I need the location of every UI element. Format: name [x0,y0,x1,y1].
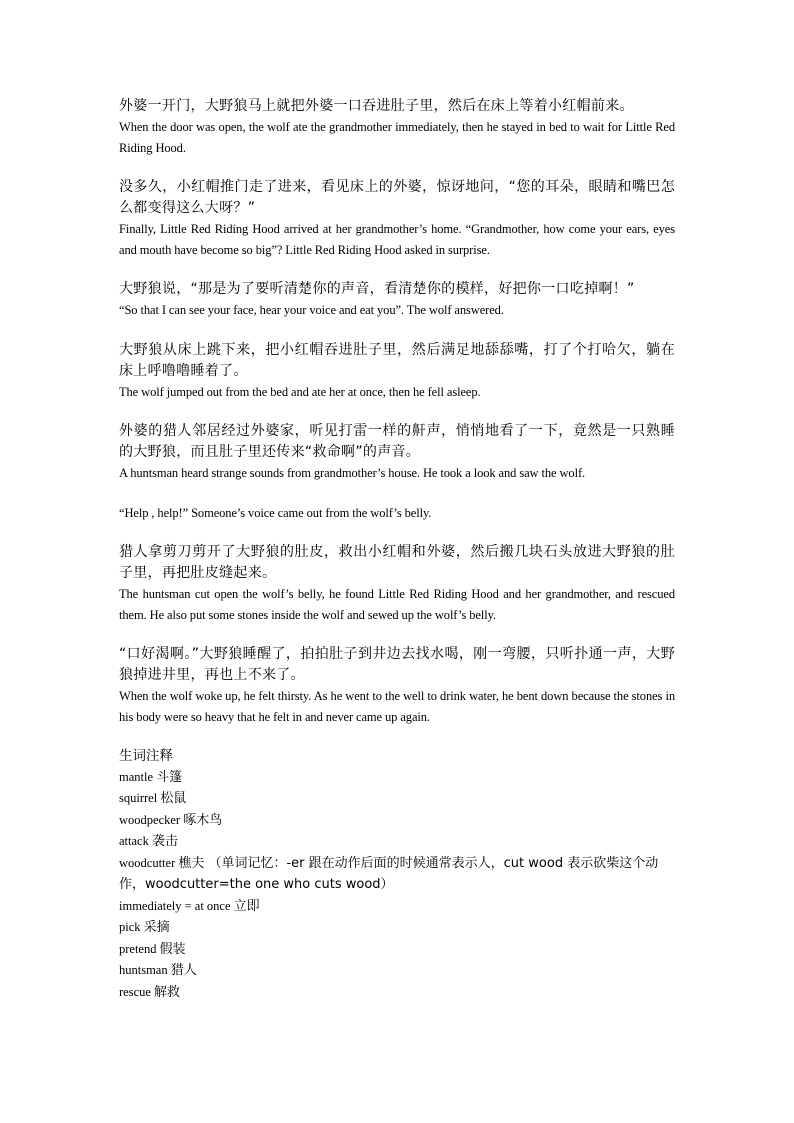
vocab-item [119,896,675,918]
vocab-meaning: 樵夫 （单词记忆：-er 跟在动作后面的时候通常表示人，cut wood 表示砍柴这个动作，woodcutter=the one who cuts wood） [119,855,659,892]
vocab-meaning: 假装 [159,941,186,957]
story-en-2: Finally, Little Red Riding Hood arrived at her grandmother’s home. “Grandmother, how come your ears, eyes and mouth have become so big”? Little Red Riding Hood asked in surprise. [119,222,675,257]
story-zh-8: “口好渴啊。”大野狼睡醒了，拍拍肚子到井边去找水喝，刚一弯腰，只听扑通一声，大野狼掉进井里，再也上不来了。 [119,646,675,683]
vocab-word: woodcutter [119,855,179,870]
story-zh-1: 外婆一开门，大野狼马上就把外婆一口吞进肚子里，然后在床上等着小红帽前来。 [119,98,634,114]
document-page [119,96,675,1003]
story-en-7: The huntsman cut open the wolf’s belly, he found Little Red Riding Hood and her grandmother, and rescued them. He also put some stones inside the wolf and sewed up the wolf’s belly. [119,587,675,622]
vocab-item [119,853,675,896]
vocab-item [119,788,675,810]
story-en-5: A huntsman heard strange sounds from grandmother’s house. He took a look and saw the wolf. [119,466,586,480]
vocab-meaning: 猎人 [170,963,197,978]
vocab-item [119,831,675,853]
vocab-word: rescue [119,984,155,999]
vocab-item [119,767,675,789]
vocab-meaning: 解救 [154,984,181,1000]
story-zh-4: 大野狼从床上跳下来，把小红帽吞进肚子里，然后满足地舔舔嘴，打了个打哈欠，躺在床上呼噜噜睡着了。 [119,341,675,379]
vocab-word: pick [119,920,144,934]
story-zh-2: 没多久，小红帽推门走了进来，看见床上的外婆，惊讶地问，“您的耳朵，眼睛和嘴巴怎么都变得这么大呀？” [119,179,675,216]
vocab-meaning: 袭击 [151,834,178,849]
vocab-word: pretend [119,941,160,956]
vocab-word: woodpecker [119,812,184,827]
vocab-title: 生词注释 [119,748,173,764]
vocab-word: attack [119,834,152,848]
story-zh-3: 大野狼说，“那是为了要听清楚你的声音，看清楚你的模样，好把你一口吃掉啊！” [119,281,635,297]
story-en-3: “So that I can see your face, hear your voice and eat you”. The wolf answered. [119,303,504,317]
story-zh-5: 外婆的猎人邻居经过外婆家，听见打雷一样的鼾声，悄悄地看了一下，竟然是一只熟睡的大野狼，而且肚子里还传来“救命啊”的声音。 [119,423,675,460]
vocab-word: huntsman [119,963,171,977]
story-en-8: When the wolf woke up, he felt thirsty. As he went to the well to drink water, he bent down because the stones in his body were so heavy that he felt in and never came up again. [119,689,675,724]
vocab-item [119,960,675,982]
story-en-6: “Help , help!” Someone’s voice came out from the wolf’s belly. [119,505,432,520]
vocab-word: immediately = at once [119,898,234,913]
story-en-1: When the door was open, the wolf ate the grandmother immediately, then he stayed in bed to wait for Little Red Riding Hood. [119,120,675,155]
story-en-4: The wolf jumped out from the bed and ate her at once, then he fell asleep. [119,384,481,399]
story-zh-7: 猎人拿剪刀剪开了大野狼的肚皮，救出小红帽和外婆，然后搬几块石头放进大野狼的肚子里，再把肚皮缝起来。 [119,544,675,581]
vocab-item [119,810,675,832]
vocab-meaning: 立即 [233,898,260,914]
vocab-meaning: 采摘 [143,920,170,935]
vocab-meaning: 啄木鸟 [183,812,223,828]
vocab-word: mantle [119,769,157,784]
vocab-meaning: 斗篷 [156,769,183,785]
vocab-word: squirrel [119,791,161,805]
vocab-meaning: 松鼠 [160,791,187,806]
vocab-item [119,939,675,961]
vocab-item [119,982,675,1004]
vocab-item [119,917,675,939]
